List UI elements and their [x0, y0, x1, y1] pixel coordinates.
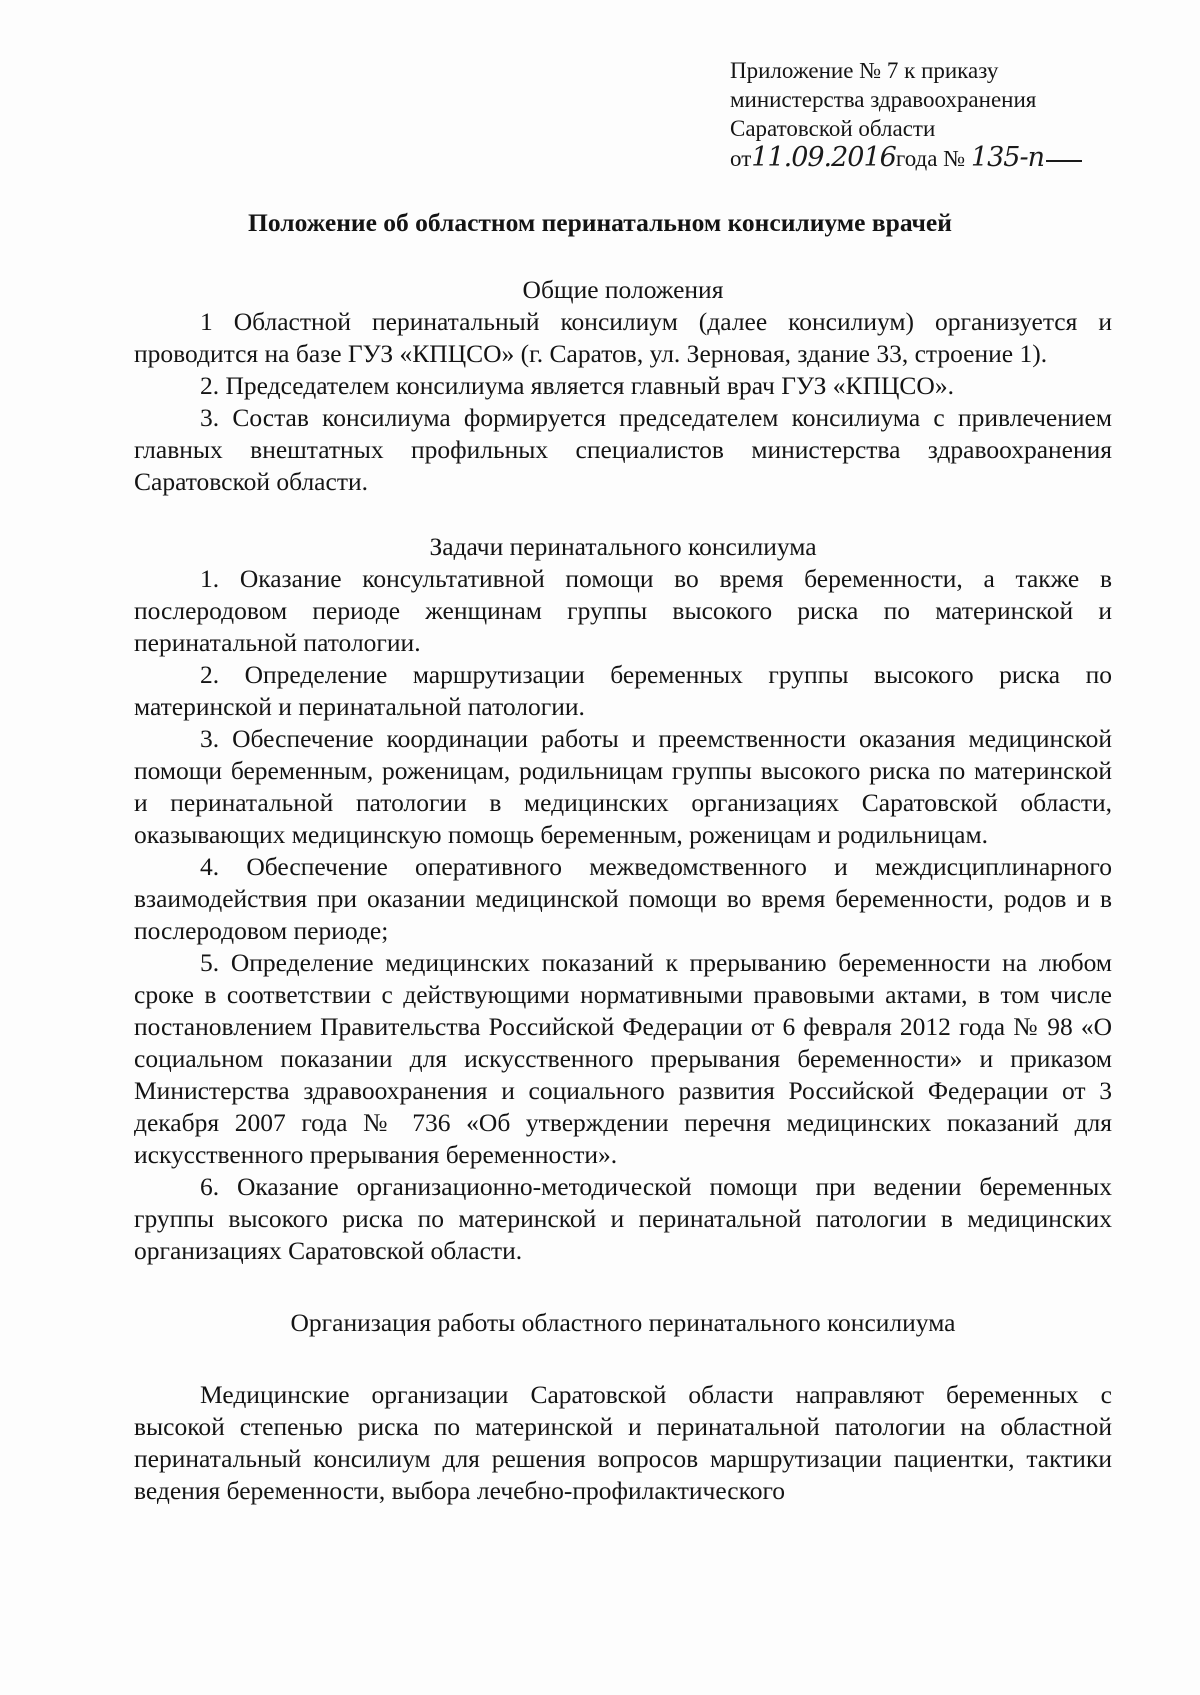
annex-date-number-line	[730, 143, 1150, 173]
annex-line-2: министерства здравоохранения	[730, 87, 1037, 112]
organization-paragraph: Медицинские организации Саратовской области направляют беременных с высокой степенью риска по материнской и перинатальной патологии на областной перинатальный консилиум для решения вопросов маршрутизации пациентки, тактики ведения беременности, выбора лечебно-профилактического	[134, 1380, 1112, 1505]
general-item-1: 1 Областной перинатальный консилиум (далее консилиум) организуется и проводится на базе ГУЗ «КПЦСО» (г. Саратов, ул. Зерновая, здание 33, строение 1).	[134, 307, 1112, 368]
task-item-3: 3. Обеспечение координации работы и преемственности оказания медицинской помощи беременным, роженицам, родильницам группы высокого риска по материнской и перинатальной патологии в медицинских организациях Саратовской области, оказывающих медицинскую помощь беременным, роженицам и родильницам.	[134, 724, 1112, 849]
annex-middle: года №	[895, 146, 966, 171]
spacer	[134, 498, 1112, 531]
annex-prefix: от	[730, 146, 752, 171]
general-item-3: 3. Состав консилиума формируется председателем консилиума с привлечением главных внештатных профильных специалистов министерства здравоохранения Саратовской области.	[134, 403, 1112, 496]
handwritten-date: 11.09.2016	[751, 142, 896, 173]
general-item-2: 2. Председателем консилиума является главный врач ГУЗ «КПЦСО».	[200, 371, 954, 400]
section-heading-tasks: Задачи перинатального консилиума	[429, 532, 817, 561]
task-item-6: 6. Оказание организационно-методической помощи при ведении беременных группы высокого риска по материнской и перинатальной патологии в медицинских организациях Саратовской области.	[134, 1172, 1112, 1265]
document-body	[134, 274, 1112, 1507]
section-heading-organization: Организация работы областного перинатального консилиума	[290, 1308, 956, 1337]
task-item-2: 2. Определение маршрутизации беременных группы высокого риска по материнской и перинатальной патологии.	[134, 660, 1112, 721]
task-item-5: 5. Определение медицинских показаний к прерыванию беременности на любом сроке в соответствии с действующими нормативными правовыми актами, в том числе постановлением Правительства Российской Федерации от 6 февраля 2012 года № 98 «О социальном показании для искусственного прерывания беременности» и приказом Министерства здравоохранения и социального развития Российской Федерации от 3 декабря 2007 года № 736 «Об утверждении перечня медицинских показаний для искусственного прерывания беременности».	[134, 948, 1112, 1169]
annex-header	[730, 56, 1150, 173]
task-item-1: 1. Оказание консультативной помощи во время беременности, а также в послеродовом периоде женщинам группы высокого риска по материнской и перинатальной патологии.	[134, 564, 1112, 657]
task-item-4: 4. Обеспечение оперативного межведомственного и междисциплинарного взаимодействия при оказании медицинской помощи во время беременности, родов и в послеродовом периоде;	[134, 852, 1112, 945]
document-title: Положение об областном перинатальном консилиуме врачей	[248, 208, 952, 237]
annex-line-3: Саратовской области	[730, 116, 936, 141]
signature-stroke	[1046, 160, 1082, 162]
annex-line-1: Приложение № 7 к приказу	[730, 58, 999, 83]
section-heading-general: Общие положения	[522, 275, 724, 304]
handwritten-number: 135-п	[970, 142, 1044, 173]
spacer	[134, 1267, 1112, 1307]
spacer	[134, 1339, 1112, 1379]
